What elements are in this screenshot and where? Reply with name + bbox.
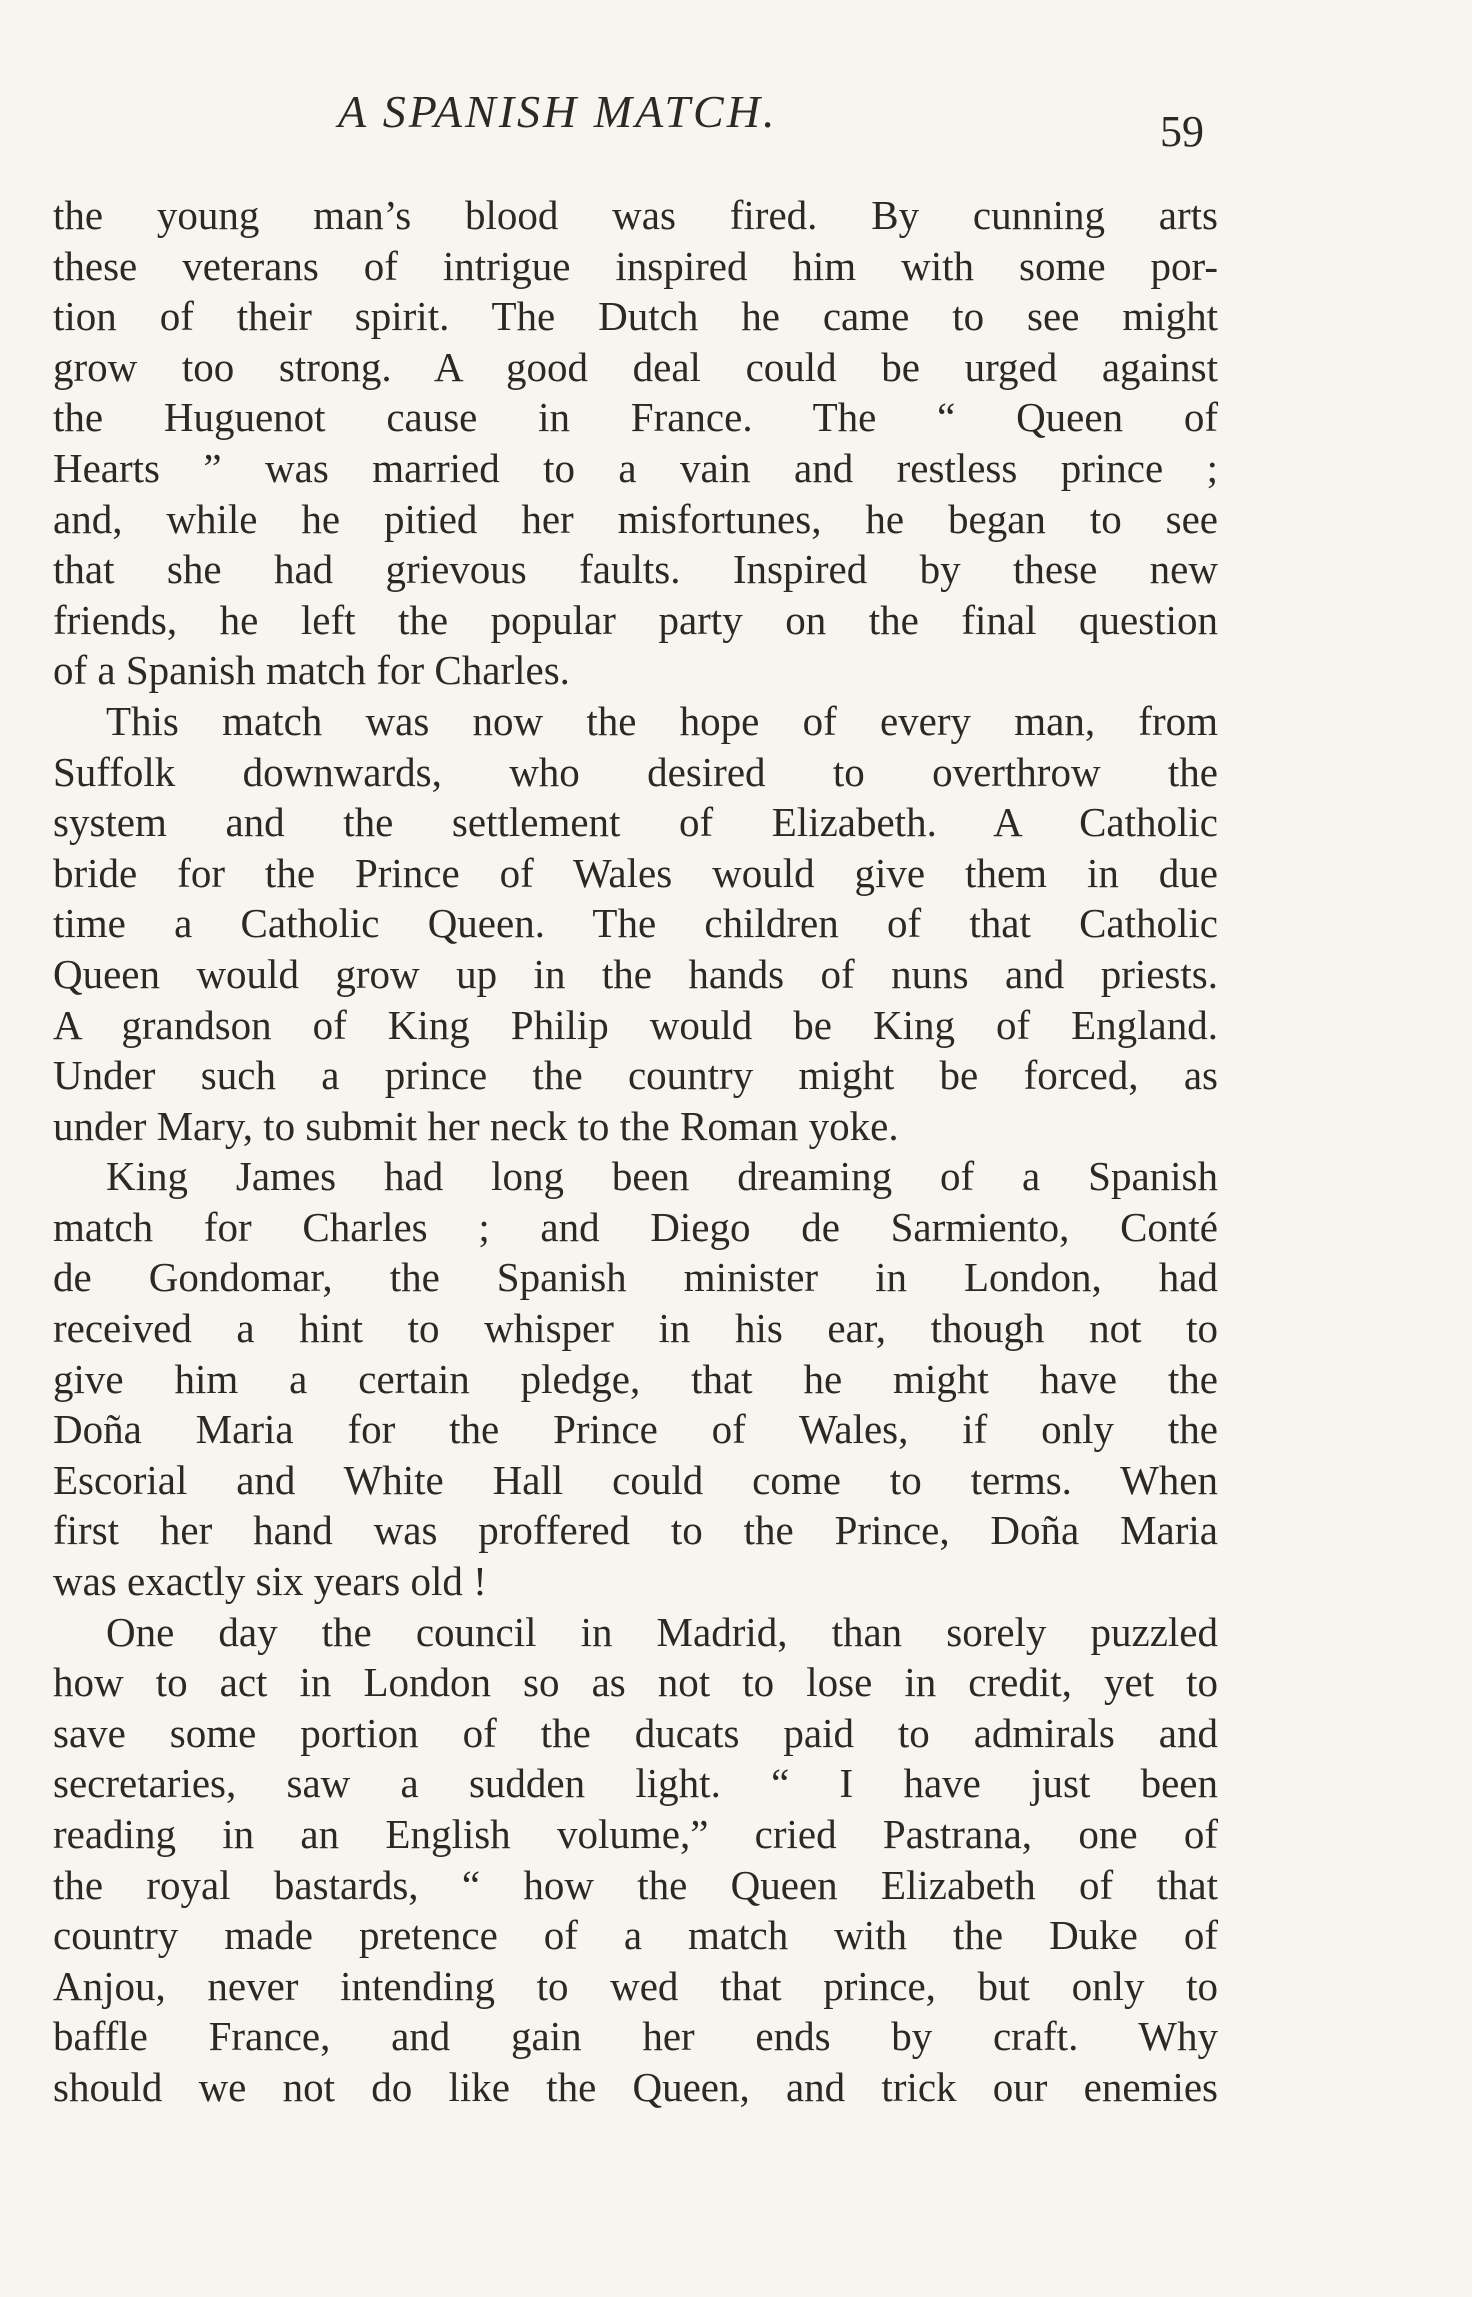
text-line: reading in an English volume,” cried Pastrana, one of: [53, 1811, 1218, 1857]
text-line: secretaries, saw a sudden light. “ I have just been: [53, 1760, 1218, 1807]
text-line: de Gondomar, the Spanish minister in London, had: [53, 1254, 1218, 1301]
text-line: time a Catholic Queen. The children of that Catholic: [53, 900, 1218, 947]
text-line: Anjou, never intending to wed that prince, but only to: [53, 1962, 1218, 2009]
text-line: King James had long been dreaming of a Spanish: [106, 1153, 1218, 1200]
running-title: A SPANISH MATCH.: [338, 86, 778, 137]
text-line: the young man’s blood was fired. By cunning arts: [53, 192, 1218, 238]
text-line: Under such a prince the country might be forced, as: [53, 1052, 1218, 1099]
text-line: was exactly six years old !: [53, 1558, 487, 1605]
text-line: system and the settlement of Elizabeth. A Catholic: [53, 799, 1218, 846]
text-line: match for Charles ; and Diego de Sarmiento, Conté: [53, 1203, 1218, 1250]
running-head: [0, 82, 1472, 162]
text-line: how to act in London so as not to lose in credit, yet to: [53, 1659, 1218, 1706]
text-line: these veterans of intrigue inspired him with some por-: [53, 242, 1218, 289]
text-line: One day the council in Madrid, than sorely puzzled: [106, 1608, 1218, 1655]
text-line: give him a certain pledge, that he might have the: [53, 1355, 1218, 1402]
text-line: Queen would grow up in the hands of nuns and priests.: [53, 950, 1218, 997]
text-line: of a Spanish match for Charles.: [53, 647, 570, 694]
text-line: and, while he pitied her misfortunes, he began to see: [53, 495, 1218, 542]
text-line: first her hand was proffered to the Prince, Doña Maria: [53, 1507, 1218, 1554]
text-line: should we not do like the Queen, and trick our enemies: [53, 2063, 1218, 2110]
text-line: under Mary, to submit her neck to the Roman yoke.: [53, 1102, 899, 1149]
text-line: bride for the Prince of Wales would give them in due: [53, 849, 1218, 896]
text-line: baffle France, and gain her ends by craft. Why: [53, 2013, 1218, 2060]
text-line: received a hint to whisper in his ear, though not to: [53, 1305, 1218, 1352]
text-line: tion of their spirit. The Dutch he came to see might: [53, 293, 1218, 340]
text-line: the Huguenot cause in France. The “ Queen of: [53, 394, 1218, 441]
text-line: This match was now the hope of every man, from: [106, 697, 1218, 744]
text-line: Hearts ” was married to a vain and restless prince ;: [53, 444, 1218, 491]
text-line: friends, he left the popular party on the final question: [53, 596, 1218, 643]
text-line: grow too strong. A good deal could be urged against: [53, 343, 1218, 390]
text-line: the royal bastards, “ how the Queen Elizabeth of that: [53, 1861, 1218, 1908]
text-line: Escorial and White Hall could come to terms. When: [53, 1456, 1218, 1503]
text-line: save some portion of the ducats paid to admirals and: [53, 1709, 1218, 1756]
page-number: 59: [1160, 107, 1204, 156]
body-text: [53, 190, 1218, 2113]
text-line: country made pretence of a match with the Duke of: [53, 1912, 1218, 1959]
text-line: A grandson of King Philip would be King of England.: [53, 1001, 1218, 1048]
text-line: Suffolk downwards, who desired to overthrow the: [53, 748, 1218, 795]
text-line: that she had grievous faults. Inspired by these new: [53, 546, 1218, 593]
text-line: Doña Maria for the Prince of Wales, if only the: [53, 1406, 1218, 1453]
